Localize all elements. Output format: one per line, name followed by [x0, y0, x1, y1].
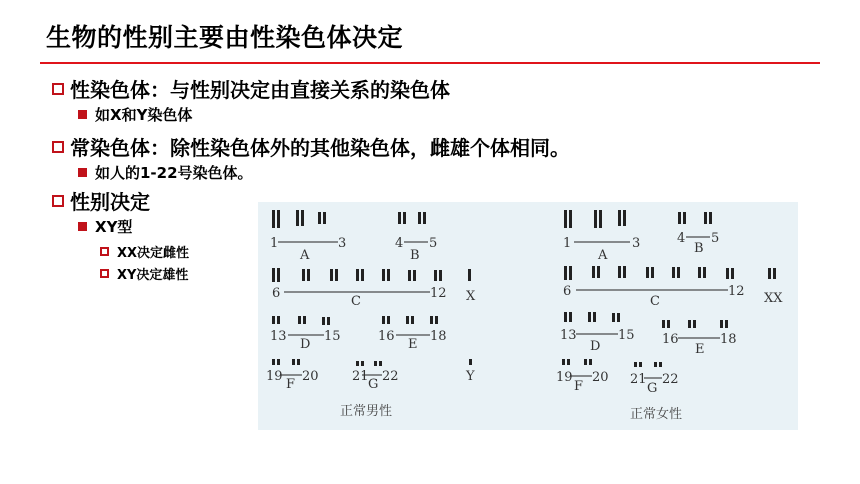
group-letter: C: [351, 294, 361, 309]
range-start: 21: [630, 372, 647, 387]
slide-title: 生物的性别主要由性染色体决定: [46, 23, 404, 52]
group-letter: D: [590, 339, 601, 354]
sub-bullet-xy-type: [78, 216, 132, 237]
female-karyotype: [556, 210, 783, 422]
sub-sub-bullet-xx-female: [100, 242, 189, 261]
range-start: 6: [563, 284, 572, 299]
bullet-autosome: [52, 132, 570, 161]
female-caption: 正常女性: [630, 407, 683, 422]
bullet-text: XY决定雄性: [117, 268, 189, 283]
range-start: 19: [266, 369, 283, 384]
range-end: 5: [429, 236, 438, 251]
range-end: 22: [662, 372, 679, 387]
range-start: 4: [395, 236, 404, 251]
range-start: 21: [352, 369, 369, 384]
range-end: 15: [324, 329, 341, 344]
filled-square-bullet-icon: [78, 110, 87, 119]
bullet-text: 性别决定: [70, 190, 150, 214]
sex-chromosome-label: X: [466, 289, 476, 304]
bullet-text: XY型: [95, 218, 133, 236]
group-letter: A: [300, 248, 310, 263]
chromosome-row-d-e: [272, 316, 438, 325]
range-start: 16: [378, 329, 395, 344]
chromosome-row-a-b: [272, 210, 426, 228]
hollow-square-bullet-icon: [52, 195, 64, 207]
range-start: 16: [662, 332, 679, 347]
group-letter: B: [410, 248, 420, 263]
chromosome-row-d-e: [564, 312, 728, 328]
sub-bullet-sex-chromosome-example: [78, 104, 192, 125]
karyotype-illustration: [258, 202, 798, 430]
range-end: 18: [430, 329, 447, 344]
title-underline: [40, 62, 820, 64]
bullet-text: 常染色体：除性染色体外的其他染色体，雌雄个体相同。: [70, 136, 570, 160]
chromosome-row-f-g: [562, 359, 662, 367]
range-end: 12: [728, 284, 745, 299]
sex-chromosome-label: XX: [764, 291, 783, 306]
filled-square-bullet-icon: [78, 222, 87, 231]
group-letter: E: [408, 337, 418, 352]
group-letter: E: [695, 342, 705, 357]
group-letter: F: [286, 377, 296, 392]
range-start: 1: [270, 236, 279, 251]
chromosome-row-c: [272, 268, 471, 282]
bullet-text: 如X和Y染色体: [95, 106, 193, 124]
range-start: 1: [563, 236, 572, 251]
range-end: 3: [632, 236, 641, 251]
range-end: 20: [302, 369, 319, 384]
hollow-square-bullet-icon: [100, 269, 109, 278]
hollow-square-bullet-icon: [100, 247, 109, 256]
chromosome-row-a-b: [564, 210, 712, 228]
sex-chromosome-label: Y: [466, 369, 475, 384]
group-letter: D: [300, 337, 311, 352]
bullet-text: 如人的1-22号染色体。: [95, 164, 253, 182]
range-start: 13: [560, 328, 577, 343]
range-end: 12: [430, 286, 447, 301]
range-end: 22: [382, 369, 399, 384]
range-end: 15: [618, 328, 635, 343]
range-end: 5: [711, 231, 720, 246]
chromosome-row-c: [564, 266, 776, 280]
sub-bullet-autosome-example: [78, 162, 253, 183]
group-letter: B: [694, 241, 704, 256]
range-end: 3: [338, 236, 347, 251]
bullet-text: 性染色体：与性别决定由直接关系的染色体: [70, 78, 450, 102]
range-end: 20: [592, 370, 609, 385]
range-end: 18: [720, 332, 737, 347]
group-letter: A: [598, 248, 608, 263]
group-letter: C: [650, 294, 660, 309]
male-karyotype: [266, 210, 476, 419]
group-letter: G: [647, 381, 658, 396]
sub-sub-bullet-xy-male: [100, 264, 188, 283]
male-caption: 正常男性: [340, 404, 393, 419]
range-start: 19: [556, 370, 573, 385]
karyotype-figure: [258, 202, 798, 430]
hollow-square-bullet-icon: [52, 141, 64, 153]
range-start: 13: [270, 329, 287, 344]
range-start: 4: [677, 231, 686, 246]
chromosome-row-f-g: [272, 359, 472, 366]
group-letter: G: [368, 377, 379, 392]
bullet-sex-chromosome: [52, 74, 450, 103]
bullet-sex-determination: [52, 186, 150, 215]
bullet-text: XX决定雌性: [117, 246, 190, 261]
filled-square-bullet-icon: [78, 168, 87, 177]
group-letter: F: [574, 379, 584, 394]
hollow-square-bullet-icon: [52, 83, 64, 95]
range-start: 6: [272, 286, 281, 301]
